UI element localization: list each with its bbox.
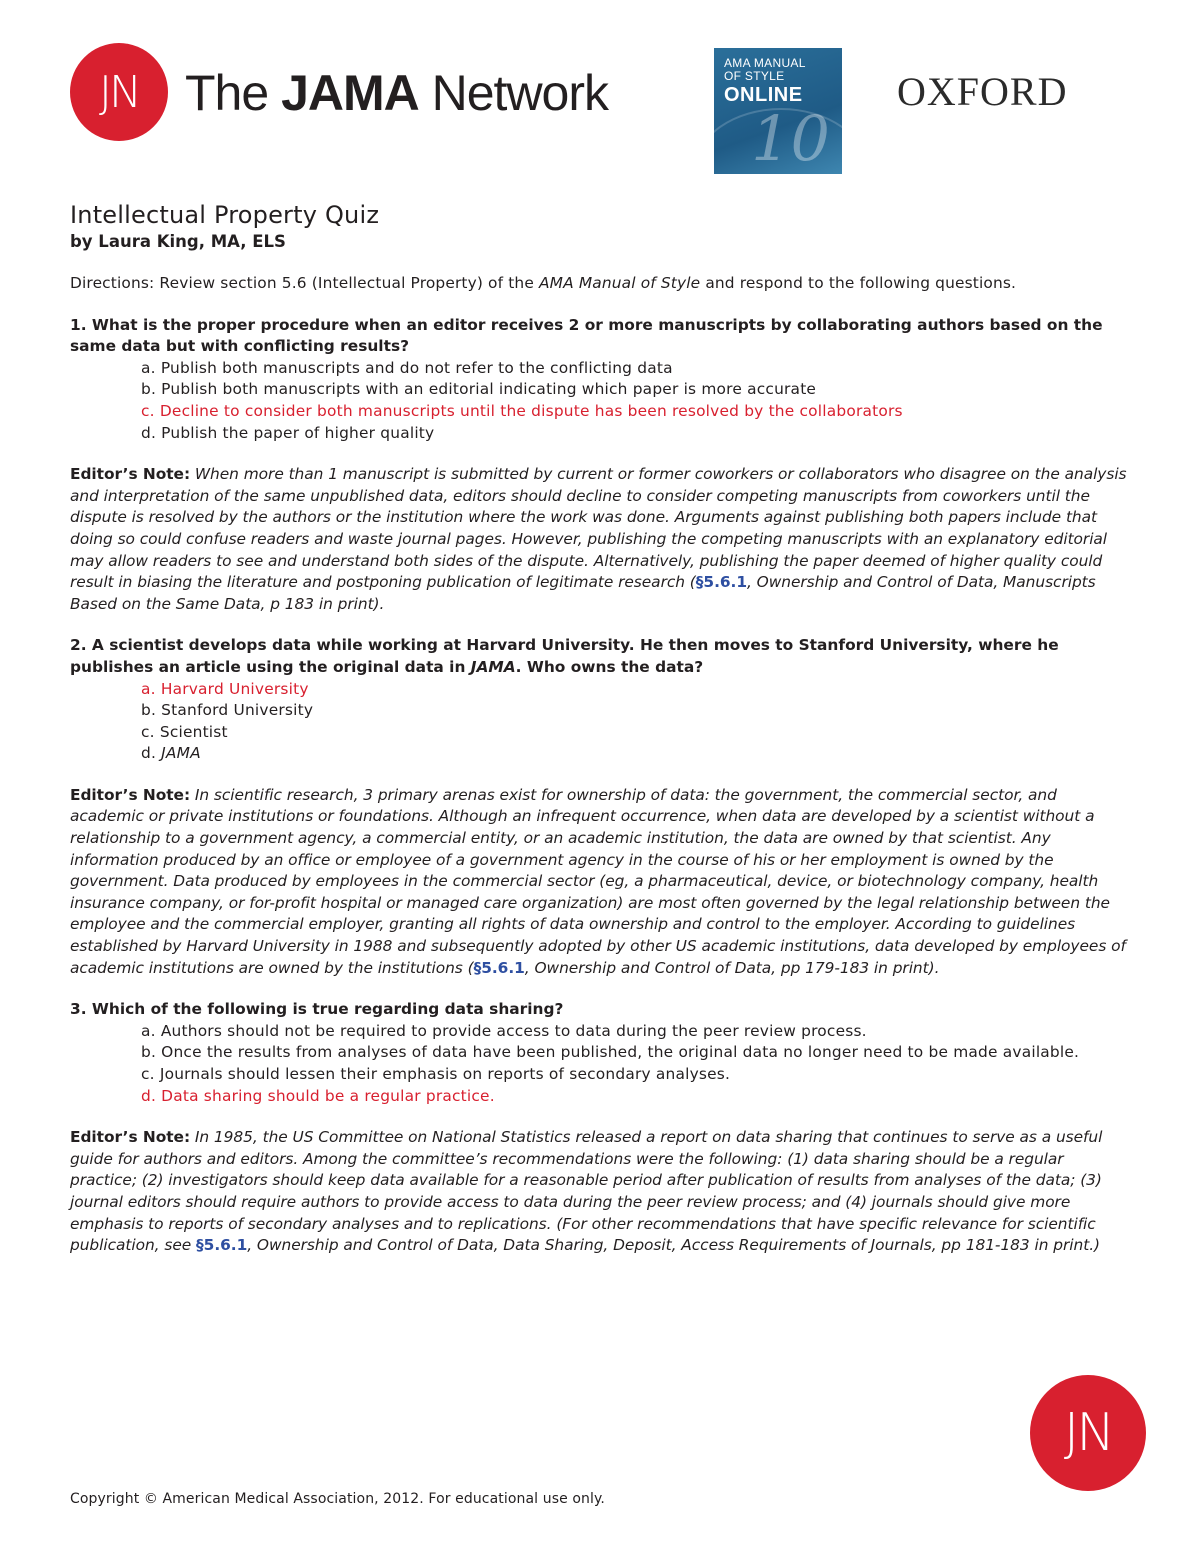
section-reference: §5.6.1 — [695, 573, 747, 592]
note-text: In 1985, the US Committee on National Statistics released a report on data sharing that continues to serve as a useful guide for authors and editors. Among the committee’s recommendations were the following: (1) data sharing should be a regular practice; (2) investigators should keep data available for a reasonable period after publication of results from analyses of the data; (3) journal editors should require authors to provide access to data during the peer review process; and (4) journals should give more emphasis to reports of secondary analyses and to replications. (For other recommendations that have specific relevance for scientific publication, see — [70, 1128, 1103, 1255]
question-text-end: . Who owns the data? — [515, 657, 704, 676]
page-title: Intellectual Property Quiz — [70, 201, 380, 229]
directions-manual-title: AMA Manual of Style — [539, 274, 701, 292]
byline: by Laura King, MA, ELS — [70, 232, 286, 251]
answer-option-correct: d. Data sharing should be a regular practice. — [141, 1086, 495, 1105]
answer-option: a. Publish both manuscripts and do not refer to the conflicting data — [141, 358, 673, 377]
answer-option: a. Authors should not be required to provide access to data during the peer review process. — [141, 1021, 867, 1040]
quiz-document — [70, 200, 1130, 1277]
answer-option: b. Publish both manuscripts with an editorial indicating which paper is more accurate — [141, 380, 817, 399]
answer-option: c. Scientist — [141, 722, 228, 741]
answer-option-correct: a. Harvard University — [141, 679, 309, 698]
editors-note-1 — [70, 464, 1130, 615]
editors-note-2 — [70, 785, 1130, 979]
option-d-prefix: d. — [141, 744, 162, 763]
cover-line-3: ONLINE — [724, 84, 803, 106]
answer-option — [141, 743, 1130, 765]
cover-edition-number: 10 — [751, 102, 830, 174]
note-tail: , Ownership and Control of Data, Manuscripts Based on the Same Data, p 183 in print). — [70, 573, 1096, 613]
question-3 — [70, 999, 1130, 1021]
answer-options-2 — [70, 679, 1130, 765]
note-text: In scientific research, 3 primary arenas exist for ownership of data: the government, the commercial sector, and academic or private institutions or foundations. Although an infrequent occurrence, when data are developed by a scientist without a relationship to a government agency, a commercial entity, or an academic institution, the data are owned by that scientist. Any information produced by an office or employee of a government agency in the course of his or her employment is owned by the government. Data produced by employees in the commercial sector (eg, a pharmaceutical, device, or biotechnology company, health insurance company, or for-profit hospital or managed care organization) are most often governed by the legal relationship between the employee and the commercial employer, granting all rights of data ownership and control to the employer. According to guidelines established by Harvard University in 1988 and subsequently adopted by other US academic institutions, data developed by employees of academic institutions are owned by the institutions ( — [70, 785, 1126, 977]
cover-line-2: OF STYLE — [724, 69, 785, 83]
copyright-footer: Copyright © American Medical Association, 2012. For educational use only. — [70, 1491, 605, 1507]
note-tail: , Ownership and Control of Data, Data Sharing, Deposit, Access Requirements of Journals, pp 181-183 in print.) — [247, 1236, 1100, 1255]
question-2 — [70, 635, 1130, 678]
question-number: 3. — [70, 1000, 87, 1019]
section-reference: §5.6.1 — [196, 1236, 248, 1255]
question-1 — [70, 315, 1130, 358]
ama-manual-cover-image — [714, 48, 842, 174]
jn-logo-text: JN — [1063, 1403, 1113, 1463]
question-text-start: A scientist develops data while working at Harvard University. He then moves to Stanford University, where he publishes an article using the original data in — [70, 636, 1059, 676]
wordmark-network: Network — [418, 65, 609, 121]
question-text-journal: JAMA — [470, 657, 516, 676]
option-d-journal: JAMA — [161, 744, 201, 763]
jn-logo-footer — [1030, 1375, 1146, 1491]
page-header — [0, 0, 1200, 190]
section-reference: §5.6.1 — [473, 958, 525, 977]
directions — [70, 273, 1130, 295]
answer-options-3 — [70, 1021, 1130, 1107]
note-label: Editor’s Note: — [70, 1128, 191, 1147]
note-tail: , Ownership and Control of Data, pp 179-183 in print). — [524, 958, 940, 977]
wordmark-the: The — [185, 65, 282, 121]
directions-prefix: Directions: Review section 5.6 (Intellectual Property) of the — [70, 274, 539, 292]
question-number: 2. — [70, 636, 87, 655]
answer-option: b. Once the results from analyses of data have been published, the original data no longer need to be made available. — [141, 1043, 1080, 1062]
question-text: Which of the following is true regarding data sharing? — [91, 1000, 564, 1019]
editors-note-3 — [70, 1127, 1130, 1257]
jn-logo — [70, 43, 168, 141]
directions-suffix: and respond to the following questions. — [700, 274, 1017, 292]
answer-option: d. Publish the paper of higher quality — [141, 423, 435, 442]
jama-network-wordmark — [185, 64, 608, 122]
oxford-logo: OXFORD — [897, 69, 1068, 114]
question-number: 1. — [70, 315, 87, 334]
note-label: Editor’s Note: — [70, 465, 191, 484]
note-label: Editor’s Note: — [70, 785, 191, 804]
answer-option: b. Stanford University — [141, 701, 314, 720]
cover-line-1: AMA MANUAL — [724, 56, 806, 70]
answer-option-correct: c. Decline to consider both manuscripts until the dispute has been resolved by the collaborators — [141, 401, 903, 420]
wordmark-jama: JAMA — [281, 65, 419, 121]
answer-options-1 — [70, 358, 1130, 444]
jn-logo-text: JN — [99, 66, 139, 118]
question-text: What is the proper procedure when an editor receives 2 or more manuscripts by collaborating authors based on the same data but with conflicting results? — [70, 315, 1103, 356]
answer-option: c. Journals should lessen their emphasis on reports of secondary analyses. — [141, 1065, 731, 1083]
note-text: When more than 1 manuscript is submitted by current or former coworkers or collaborators who disagree on the analysis and interpretation of the same unpublished data, editors should decline to consider competing manuscripts from coworkers until the dispute is resolved by the authors or the institution where the work was done. Arguments against publishing both papers include that doing so could confuse readers and waste journal pages. However, publishing the competing manuscripts with an explanatory editorial may allow readers to see and understand both sides of the dispute. Alternatively, publishing the paper deemed of higher quality could result in biasing the literature and postponing publication of legitimate research ( — [70, 465, 1127, 592]
